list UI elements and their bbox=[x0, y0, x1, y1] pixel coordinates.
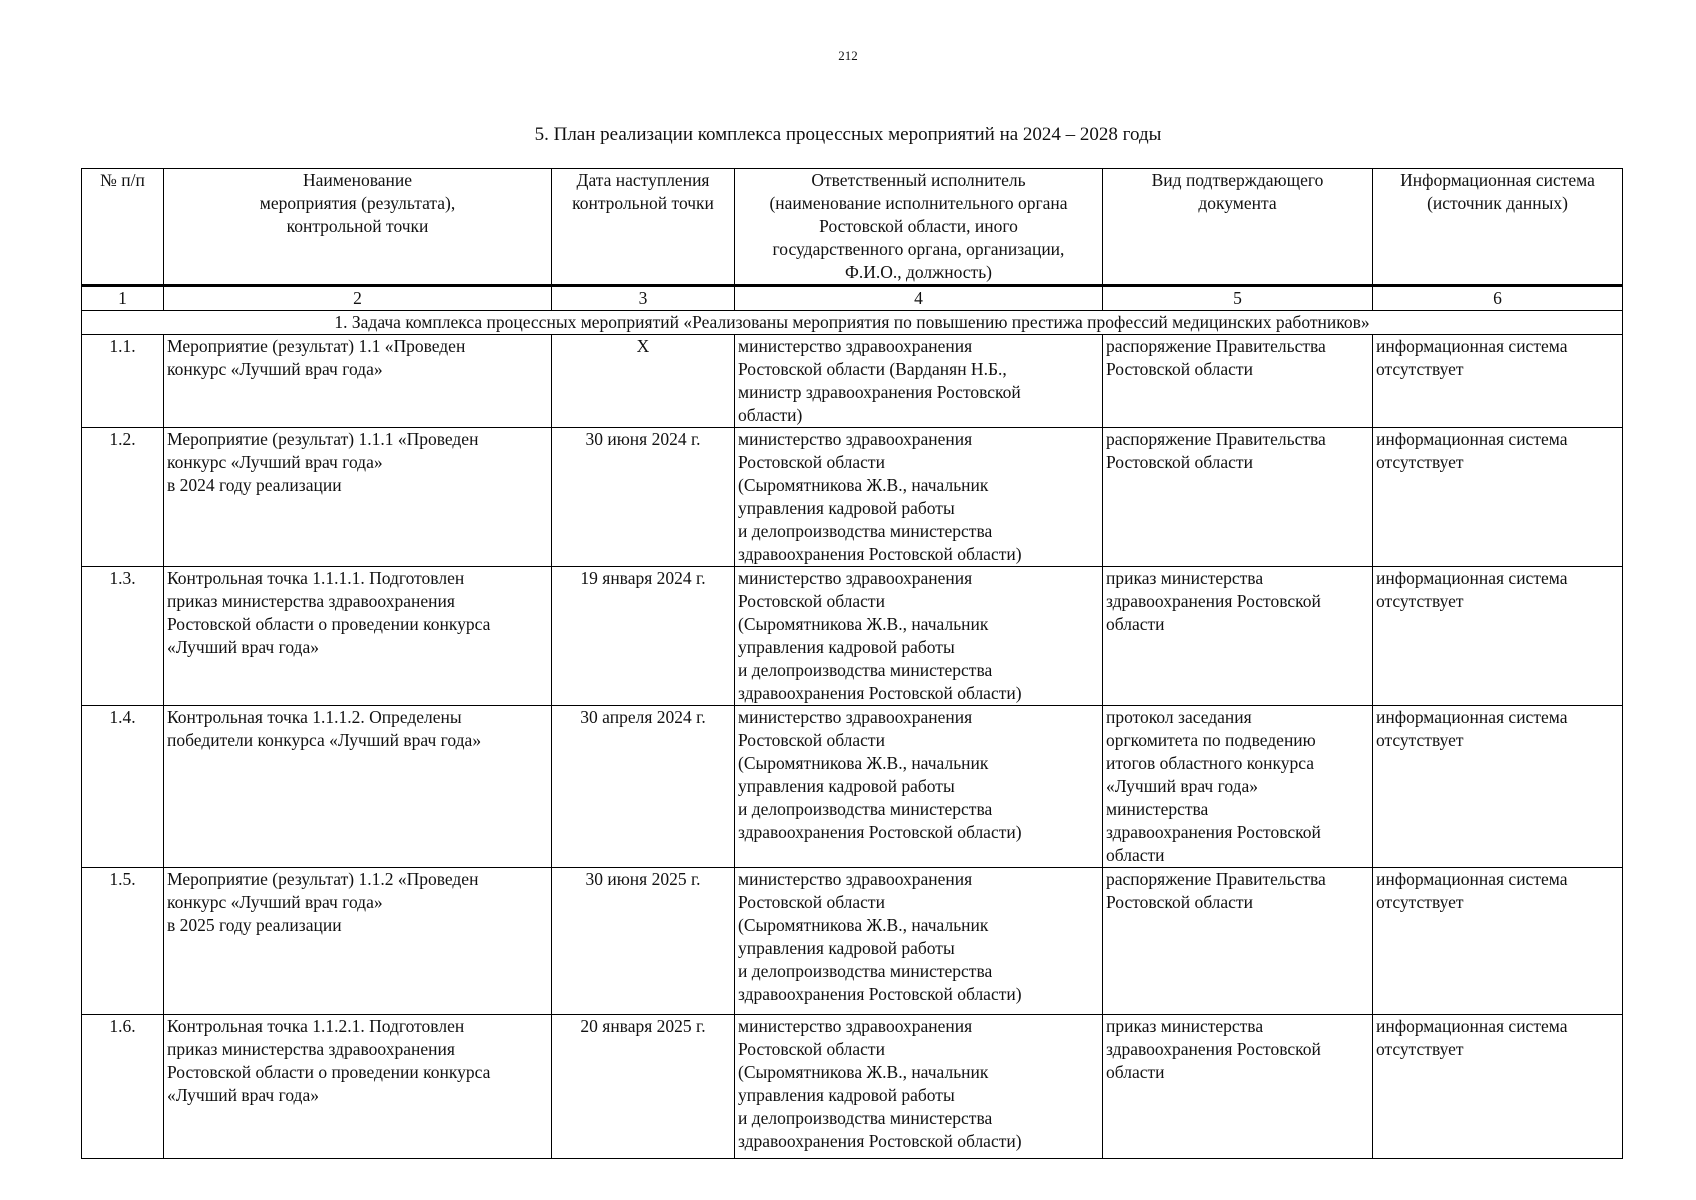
header-text-line: (источник данных) bbox=[1427, 193, 1568, 213]
cell-text-line: информационная система bbox=[1376, 1016, 1568, 1036]
page-title: 5. План реализации комплекса процессных мероприятий на 2024 – 2028 годы bbox=[534, 124, 1162, 145]
row-name-cell bbox=[164, 428, 552, 567]
page-number: 212 bbox=[838, 48, 858, 63]
column-number-cell: 5 bbox=[1103, 286, 1373, 311]
header-text-line: мероприятия (результата), bbox=[259, 193, 456, 213]
row-number-cell: 1.2. bbox=[82, 428, 164, 567]
cell-text-line: области bbox=[1106, 1062, 1165, 1082]
cell-text-line: в 2025 году реализации bbox=[167, 915, 342, 935]
cell-text-line: (Сыромятникова Ж.В., начальник bbox=[738, 614, 989, 634]
cell-text-line: здравоохранения Ростовской bbox=[1106, 1039, 1321, 1059]
cell-text-line: Ростовской области о проведении конкурса bbox=[167, 614, 491, 634]
row-system-cell bbox=[1373, 335, 1623, 428]
row-date-cell: 30 июня 2025 г. bbox=[552, 868, 735, 1015]
cell-text-line: (Сыромятникова Ж.В., начальник bbox=[738, 1062, 989, 1082]
cell-text-line: Мероприятие (результат) 1.1 «Проведен bbox=[167, 336, 466, 356]
cell-text-line: распоряжение Правительства bbox=[1106, 869, 1326, 889]
cell-text-line: Мероприятие (результат) 1.1.1 «Проведен bbox=[167, 429, 479, 449]
cell-text-line: в 2024 году реализации bbox=[167, 475, 342, 495]
header-text-line: контрольной точки bbox=[286, 216, 429, 236]
cell-text-line: управления кадровой работы bbox=[738, 938, 955, 958]
cell-text-line: приказ министерства здравоохранения bbox=[167, 591, 455, 611]
row-date-cell: 30 июня 2024 г. bbox=[552, 428, 735, 567]
cell-text-line: министерство здравоохранения bbox=[738, 336, 973, 356]
row-system-cell bbox=[1373, 706, 1623, 868]
cell-text-line: министерство здравоохранения bbox=[738, 869, 973, 889]
header-text-line: Ф.И.О., должность) bbox=[845, 262, 992, 282]
row-responsible-cell bbox=[735, 567, 1103, 706]
row-date-cell: 30 апреля 2024 г. bbox=[552, 706, 735, 868]
row-number-cell: 1.6. bbox=[82, 1015, 164, 1159]
row-document-cell bbox=[1103, 335, 1373, 428]
table-row bbox=[82, 567, 1623, 706]
header-text-line: контрольной точки bbox=[572, 193, 714, 213]
row-document-cell bbox=[1103, 428, 1373, 567]
cell-text-line: Контрольная точка 1.1.1.1. Подготовлен bbox=[167, 568, 465, 588]
cell-text-line: приказ министерства bbox=[1106, 1016, 1264, 1036]
cell-text-line: информационная система bbox=[1376, 707, 1568, 727]
cell-text-line: конкурс «Лучший врач года» bbox=[167, 892, 383, 912]
cell-text-line: Ростовской области bbox=[738, 892, 885, 912]
cell-text-line: здравоохранения Ростовской области) bbox=[738, 544, 1022, 564]
column-number-row bbox=[82, 286, 1623, 311]
cell-text-line: (Сыромятникова Ж.В., начальник bbox=[738, 475, 989, 495]
cell-text-line: информационная система bbox=[1376, 869, 1568, 889]
row-responsible-cell bbox=[735, 868, 1103, 1015]
cell-text-line: распоряжение Правительства bbox=[1106, 336, 1326, 356]
cell-text-line: Ростовской области bbox=[738, 452, 885, 472]
row-document-cell bbox=[1103, 868, 1373, 1015]
row-document-cell bbox=[1103, 706, 1373, 868]
cell-text-line: министерство здравоохранения bbox=[738, 429, 973, 449]
row-responsible-cell bbox=[735, 1015, 1103, 1159]
header-name bbox=[164, 169, 552, 286]
plan-table bbox=[81, 168, 1623, 1159]
cell-text-line: (Сыромятникова Ж.В., начальник bbox=[738, 915, 989, 935]
row-system-cell bbox=[1373, 868, 1623, 1015]
row-number-cell: 1.4. bbox=[82, 706, 164, 868]
cell-text-line: конкурс «Лучший врач года» bbox=[167, 359, 383, 379]
row-number-cell: 1.5. bbox=[82, 868, 164, 1015]
table-row bbox=[82, 706, 1623, 868]
header-text-line: государственного органа, организации, bbox=[772, 239, 1065, 259]
column-number-cell: 3 bbox=[552, 286, 735, 311]
row-name-cell bbox=[164, 868, 552, 1015]
cell-text-line: Контрольная точка 1.1.2.1. Подготовлен bbox=[167, 1016, 465, 1036]
cell-text-line: Ростовской области (Варданян Н.Б., bbox=[738, 359, 1007, 379]
header-text-line: № п/п bbox=[100, 170, 145, 190]
cell-text-line: области bbox=[1106, 614, 1165, 634]
table-row bbox=[82, 868, 1623, 1015]
header-text-line: Ростовской области, иного bbox=[819, 216, 1018, 236]
cell-text-line: Ростовской области bbox=[1106, 452, 1253, 472]
cell-text-line: отсутствует bbox=[1376, 1039, 1464, 1059]
cell-text-line: и делопроизводства министерства bbox=[738, 961, 993, 981]
cell-text-line: Ростовской области bbox=[1106, 892, 1253, 912]
cell-text-line: министр здравоохранения Ростовской bbox=[738, 382, 1021, 402]
row-responsible-cell bbox=[735, 706, 1103, 868]
row-name-cell bbox=[164, 335, 552, 428]
cell-text-line: оргкомитета по подведению bbox=[1106, 730, 1316, 750]
column-number-cell: 6 bbox=[1373, 286, 1623, 311]
cell-text-line: Контрольная точка 1.1.1.2. Определены bbox=[167, 707, 462, 727]
header-document bbox=[1103, 169, 1373, 286]
row-name-cell bbox=[164, 1015, 552, 1159]
row-responsible-cell bbox=[735, 335, 1103, 428]
cell-text-line: распоряжение Правительства bbox=[1106, 429, 1326, 449]
row-system-cell bbox=[1373, 1015, 1623, 1159]
header-text-line: Ответственный исполнитель bbox=[811, 170, 1026, 190]
cell-text-line: приказ министерства bbox=[1106, 568, 1264, 588]
row-name-cell bbox=[164, 706, 552, 868]
table-row bbox=[82, 1015, 1623, 1159]
cell-text-line: министерство здравоохранения bbox=[738, 707, 973, 727]
task-cell: 1. Задача комплекса процессных мероприятий «Реализованы мероприятия по повышению престижа профессий медицинских работников» bbox=[82, 311, 1623, 335]
header-text-line: Дата наступления bbox=[576, 170, 710, 190]
header-responsible bbox=[735, 169, 1103, 286]
header-number bbox=[82, 169, 164, 286]
cell-text-line: управления кадровой работы bbox=[738, 776, 955, 796]
cell-text-line: управления кадровой работы bbox=[738, 498, 955, 518]
row-number-cell: 1.3. bbox=[82, 567, 164, 706]
cell-text-line: министерство здравоохранения bbox=[738, 568, 973, 588]
table-row bbox=[82, 428, 1623, 567]
cell-text-line: и делопроизводства министерства bbox=[738, 1108, 993, 1128]
task-row bbox=[82, 311, 1623, 335]
row-document-cell bbox=[1103, 567, 1373, 706]
header-system bbox=[1373, 169, 1623, 286]
cell-text-line: здравоохранения Ростовской области) bbox=[738, 683, 1022, 703]
cell-text-line: протокол заседания bbox=[1106, 707, 1252, 727]
header-text-line: Наименование bbox=[302, 170, 413, 190]
cell-text-line: здравоохранения Ростовской bbox=[1106, 591, 1321, 611]
cell-text-line: Ростовской области о проведении конкурса bbox=[167, 1062, 491, 1082]
cell-text-line: и делопроизводства министерства bbox=[738, 660, 993, 680]
cell-text-line: «Лучший врач года» bbox=[167, 637, 319, 657]
row-document-cell bbox=[1103, 1015, 1373, 1159]
header-text-line: (наименование исполнительного органа bbox=[769, 193, 1068, 213]
cell-text-line: отсутствует bbox=[1376, 452, 1464, 472]
column-number-cell: 1 bbox=[82, 286, 164, 311]
header-date bbox=[552, 169, 735, 286]
row-number-cell: 1.1. bbox=[82, 335, 164, 428]
cell-text-line: отсутствует bbox=[1376, 591, 1464, 611]
cell-text-line: здравоохранения Ростовской области) bbox=[738, 1131, 1022, 1151]
header-text-line: Вид подтверждающего bbox=[1151, 170, 1324, 190]
table-row bbox=[82, 335, 1623, 428]
row-date-cell: X bbox=[552, 335, 735, 428]
cell-text-line: и делопроизводства министерства bbox=[738, 799, 993, 819]
cell-text-line: информационная система bbox=[1376, 568, 1568, 588]
cell-text-line: Ростовской области bbox=[738, 1039, 885, 1059]
column-number-cell: 4 bbox=[735, 286, 1103, 311]
cell-text-line: «Лучший врач года» bbox=[167, 1085, 319, 1105]
row-system-cell bbox=[1373, 428, 1623, 567]
cell-text-line: «Лучший врач года» bbox=[1106, 776, 1258, 796]
cell-text-line: здравоохранения Ростовской bbox=[1106, 822, 1321, 842]
cell-text-line: Ростовской области bbox=[738, 591, 885, 611]
row-responsible-cell bbox=[735, 428, 1103, 567]
cell-text-line: информационная система bbox=[1376, 336, 1568, 356]
cell-text-line: области) bbox=[738, 405, 803, 425]
row-date-cell: 20 января 2025 г. bbox=[552, 1015, 735, 1159]
cell-text-line: конкурс «Лучший врач года» bbox=[167, 452, 383, 472]
cell-text-line: и делопроизводства министерства bbox=[738, 521, 993, 541]
header-row bbox=[82, 169, 1623, 286]
cell-text-line: здравоохранения Ростовской области) bbox=[738, 984, 1022, 1004]
column-number-cell: 2 bbox=[164, 286, 552, 311]
cell-text-line: области bbox=[1106, 845, 1165, 865]
cell-text-line: (Сыромятникова Ж.В., начальник bbox=[738, 753, 989, 773]
row-date-cell: 19 января 2024 г. bbox=[552, 567, 735, 706]
header-text-line: документа bbox=[1198, 193, 1277, 213]
row-name-cell bbox=[164, 567, 552, 706]
cell-text-line: информационная система bbox=[1376, 429, 1568, 449]
cell-text-line: отсутствует bbox=[1376, 892, 1464, 912]
cell-text-line: Ростовской области bbox=[1106, 359, 1253, 379]
cell-text-line: управления кадровой работы bbox=[738, 1085, 955, 1105]
cell-text-line: управления кадровой работы bbox=[738, 637, 955, 657]
cell-text-line: итогов областного конкурса bbox=[1106, 753, 1315, 773]
cell-text-line: победители конкурса «Лучший врач года» bbox=[167, 730, 482, 750]
cell-text-line: здравоохранения Ростовской области) bbox=[738, 822, 1022, 842]
cell-text-line: Мероприятие (результат) 1.1.2 «Проведен bbox=[167, 869, 479, 889]
header-text-line: Информационная система bbox=[1400, 170, 1595, 190]
cell-text-line: Ростовской области bbox=[738, 730, 885, 750]
row-system-cell bbox=[1373, 567, 1623, 706]
cell-text-line: отсутствует bbox=[1376, 730, 1464, 750]
cell-text-line: министерство здравоохранения bbox=[738, 1016, 973, 1036]
cell-text-line: министерства bbox=[1106, 799, 1209, 819]
cell-text-line: отсутствует bbox=[1376, 359, 1464, 379]
cell-text-line: приказ министерства здравоохранения bbox=[167, 1039, 455, 1059]
